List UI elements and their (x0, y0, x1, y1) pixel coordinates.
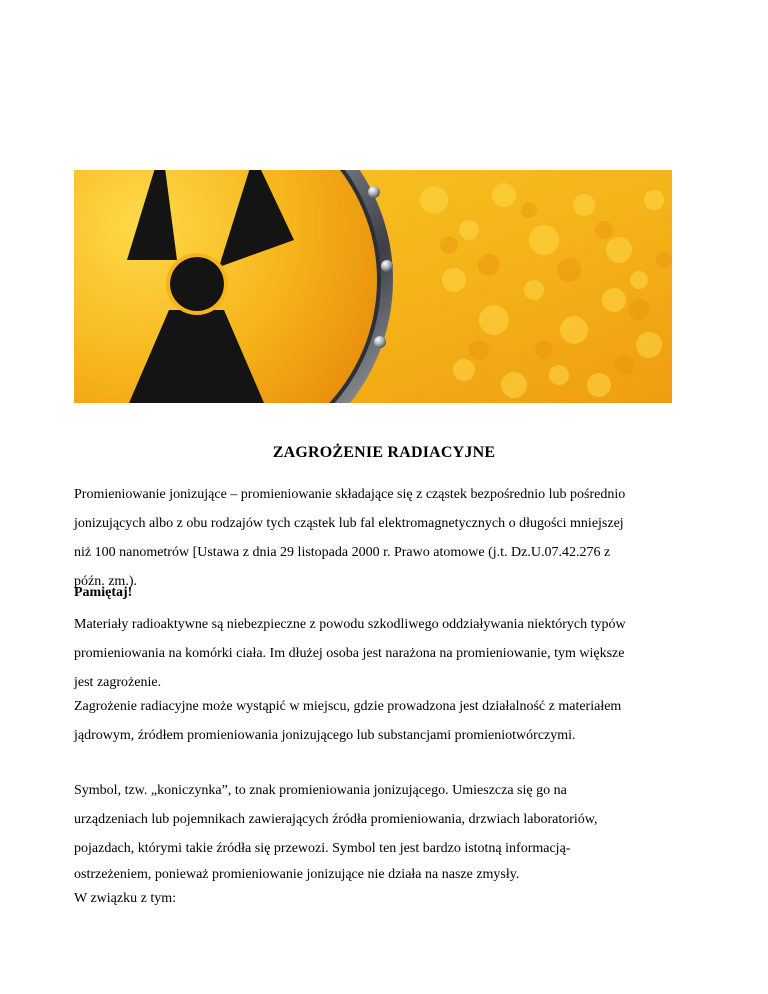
symbol-paragraph (74, 776, 704, 911)
symbol-line: pojazdach, którymi takie źródła się przewozi. Symbol ten jest bardzo istotną informacją- (74, 841, 571, 856)
symbol-line: urządzeniach lub pojemnikach zawierających źródła promieniowania, drzwiach laboratoriów, (74, 812, 598, 827)
symbol-line: W związku z tym: (74, 891, 176, 906)
symbol-line: ostrzeżeniem, ponieważ promieniowanie jonizujące nie działa na nasze zmysły. (74, 867, 520, 882)
hazard-line: jądrowym, źródłem promieniowania jonizującego lub substancjami promieniotwórczymi. (74, 728, 576, 743)
warning-line: promieniowania na komórki ciała. Im dłużej osoba jest narażona na promieniowanie, tym większe (74, 646, 625, 661)
intro-line: niż 100 nanometrów [Ustawa z dnia 29 listopada 2000 r. Prawo atomowe (j.t. Dz.U.07.42.276 z (74, 545, 611, 560)
warning-paragraph (74, 610, 704, 697)
intro-line: Promieniowanie jonizujące – promieniowanie składające się z cząstek bezpośrednio lub pośrednio (74, 487, 626, 502)
warning-line: Materiały radioaktywne są niebezpieczne z powodu szkodliwego oddziaływania niektórych typów (74, 617, 626, 632)
intro-line: późn. zm.). (74, 574, 137, 589)
symbol-line: Symbol, tzw. „koniczynka”, to znak promieniowania jonizującego. Umieszcza się go na (74, 783, 567, 798)
intro-line: jonizujących albo z obu rodzajów tych cząstek lub fal elektromagnetycznych o długości mniejszej (74, 516, 624, 531)
hazard-paragraph (74, 692, 704, 750)
document-title: ZAGROŻENIE RADIACYJNE (272, 444, 496, 461)
remember-label: Pamiętaj! (74, 585, 133, 600)
hazard-line: Zagrożenie radiacyjne może wystąpić w miejscu, gdzie prowadzona jest działalność z materiałem (74, 699, 622, 714)
warning-line: jest zagrożenie. (74, 675, 162, 690)
radiation-banner-image (74, 170, 672, 403)
